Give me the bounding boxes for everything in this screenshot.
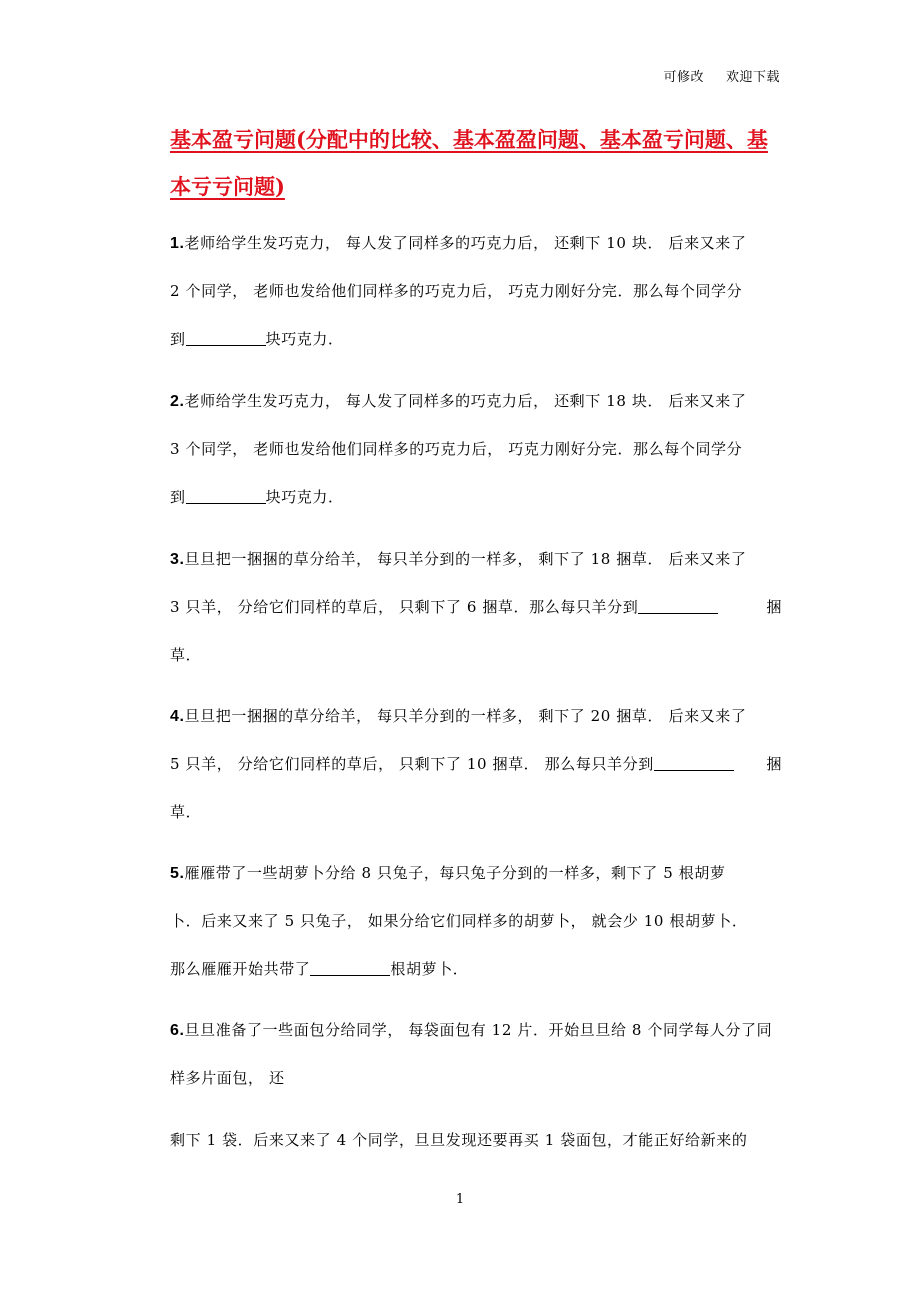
document-title: 基本盈亏问题(分配中的比较、基本盈盈问题、基本盈亏问题、基本亏亏问题) — [170, 127, 768, 199]
problem-text-line: 老师给学生发巧克力， 每人发了同样多的巧克力后， 还剩下 18 块． 后来又来了 — [184, 392, 747, 410]
problem-number: 1. — [170, 235, 185, 252]
problem-3 — [170, 535, 782, 679]
problem-text-line: 样多片面包， 还 — [170, 1069, 285, 1087]
header-welcome-label: 欢迎下载 — [725, 70, 780, 85]
problem-text: 根胡萝卜． — [390, 960, 469, 978]
header-editable-label: 可修改 — [663, 70, 704, 85]
problem-number: 3. — [170, 551, 185, 568]
problem-text-line: 草． — [170, 646, 202, 664]
problem-6 — [170, 1006, 782, 1164]
problem-text-line: 草． — [170, 803, 202, 821]
problem-text: 那么雁雁开始共带了 — [170, 960, 311, 978]
problem-text-line: 旦旦准备了一些面包分给同学， 每袋面包有 12 片．开始旦旦给 8 个同学每人分了同 — [184, 1021, 773, 1039]
problem-text-line: 雁雁带了一些胡萝卜分给 8 只兔子，每只兔子分到的一样多，剩下了 5 根胡萝 — [184, 864, 726, 882]
problem-number: 2. — [170, 393, 185, 410]
page-header — [663, 66, 780, 85]
problem-text-line: 旦旦把一捆捆的草分给羊， 每只羊分到的一样多， 剩下了 18 捆草． 后来又来了 — [184, 550, 747, 568]
problem-5 — [170, 849, 782, 993]
problem-number: 5. — [170, 865, 185, 882]
answer-blank[interactable] — [654, 754, 734, 771]
problem-text: 5 只羊， 分给它们同样的草后， 只剩下了 10 捆草． 那么每只羊分到 — [170, 755, 654, 773]
answer-blank[interactable] — [186, 487, 266, 504]
problem-text-line: 老师给学生发巧克力， 每人发了同样多的巧克力后， 还剩下 10 块． 后来又来了 — [184, 234, 747, 252]
problem-text: 到 — [170, 330, 186, 348]
problem-text: 3 只羊， 分给它们同样的草后， 只剩下了 6 捆草．那么每只羊分到 — [170, 598, 639, 616]
problem-text-line: 剩下 1 袋．后来又来了 4 个同学，旦旦发现还要再买 1 袋面包，才能正好给新来的 — [170, 1131, 748, 1149]
problem-text-line: 旦旦把一捆捆的草分给羊， 每只羊分到的一样多， 剩下了 20 捆草． 后来又来了 — [184, 707, 747, 725]
problem-text: 到 — [170, 488, 186, 506]
problem-text: 捆 — [766, 598, 782, 616]
page-number: 1 — [455, 1192, 465, 1207]
problem-text-line: 卜．后来又来了 5 只兔子， 如果分给它们同样多的胡萝卜， 就会少 10 根胡萝卜． — [170, 912, 748, 930]
problem-text: 块巧克力． — [265, 488, 344, 506]
answer-blank[interactable] — [638, 597, 718, 614]
answer-blank[interactable] — [186, 329, 266, 346]
problem-number: 4. — [170, 708, 185, 725]
answer-blank[interactable] — [310, 959, 390, 976]
problem-4 — [170, 692, 782, 836]
problem-text-line: 3 个同学， 老师也发给他们同样多的巧克力后， 巧克力刚好分完．那么每个同学分 — [170, 440, 743, 458]
problem-1 — [170, 219, 782, 363]
problem-text-line: 2 个同学， 老师也发给他们同样多的巧克力后， 巧克力刚好分完．那么每个同学分 — [170, 282, 743, 300]
problem-text: 块巧克力． — [265, 330, 344, 348]
problem-number: 6. — [170, 1022, 185, 1039]
problem-2 — [170, 377, 782, 521]
problem-text: 捆 — [766, 755, 782, 773]
